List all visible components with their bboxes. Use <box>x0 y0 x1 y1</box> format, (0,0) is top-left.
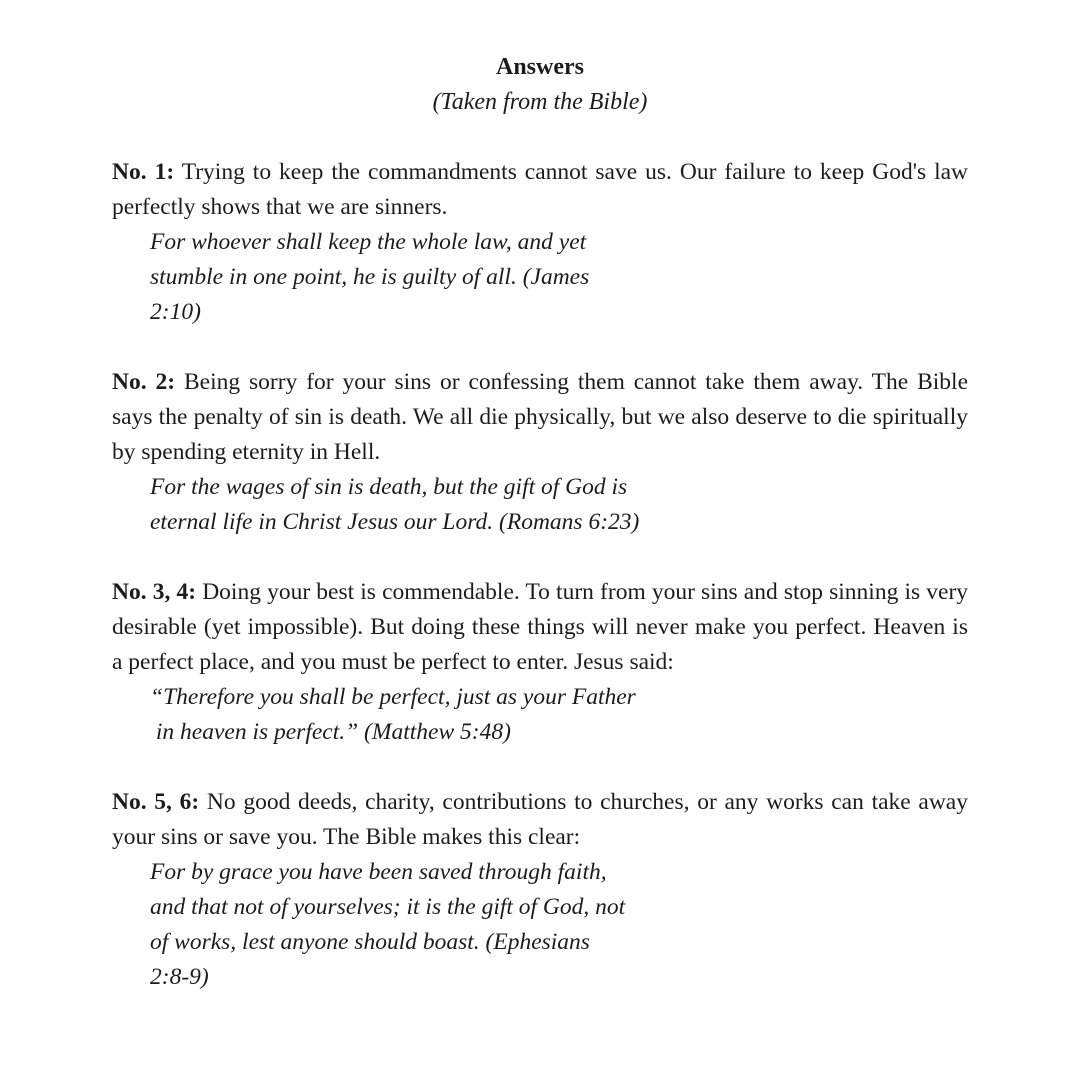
quote-line: 2:10) <box>150 299 201 325</box>
answer-section-5-6 <box>112 785 968 995</box>
answer-section-1 <box>112 155 968 330</box>
answer-paragraph <box>112 365 968 470</box>
quote-line: “Therefore you shall be perfect, just as your Father <box>150 684 636 710</box>
quote-line: 2:8-9) <box>150 964 209 990</box>
answer-paragraph <box>112 155 968 225</box>
quote-line: For by grace you have been saved through faith, <box>150 859 607 885</box>
quote-line: eternal life in Christ Jesus our Lord. (Romans 6:23) <box>150 509 640 535</box>
answer-body-text: Trying to keep the commandments cannot save us. Our failure to keep God's law perfectly shows that we are sinners. <box>112 159 968 220</box>
answer-section-2 <box>112 365 968 540</box>
answer-paragraph <box>112 575 968 680</box>
quote-line: of works, lest anyone should boast. (Ephesians <box>150 929 590 955</box>
page-subtitle: (Taken from the Bible) <box>432 89 648 115</box>
bible-quote <box>112 855 968 995</box>
bible-quote <box>112 680 968 750</box>
quote-line: For the wages of sin is death, but the gift of God is <box>150 474 628 500</box>
answer-label: No. 2: <box>112 369 176 395</box>
answer-body-text: Doing your best is commendable. To turn from your sins and stop sinning is very desirable (yet impossible). But doing these things will never make you perfect. Heaven is a perfect place, and you must be perfect to enter. Jesus said: <box>112 579 969 675</box>
answer-paragraph <box>112 785 968 855</box>
answer-label: No. 1: <box>112 159 175 185</box>
answer-label: No. 5, 6: <box>112 789 200 815</box>
quote-line: For whoever shall keep the whole law, and yet <box>150 229 587 255</box>
bible-quote <box>112 470 968 540</box>
answer-label: No. 3, 4: <box>112 579 197 605</box>
answer-section-3-4 <box>112 575 968 750</box>
bible-quote <box>112 225 968 330</box>
answer-body-text: Being sorry for your sins or confessing them cannot take them away. The Bible says the penalty of sin is death. We all die physically, but we also deserve to die spiritually by spending eternity in Hell. <box>112 369 968 465</box>
quote-line: in heaven is perfect.” (Matthew 5:48) <box>150 719 511 745</box>
quote-line: and that not of yourselves; it is the gift of God, not <box>150 894 626 920</box>
answer-body-text: No good deeds, charity, contributions to churches, or any works can take away your sins or save you. The Bible makes this clear: <box>112 789 968 850</box>
quote-line: stumble in one point, he is guilty of all. (James <box>150 264 590 290</box>
page-title: Answers <box>496 54 584 80</box>
